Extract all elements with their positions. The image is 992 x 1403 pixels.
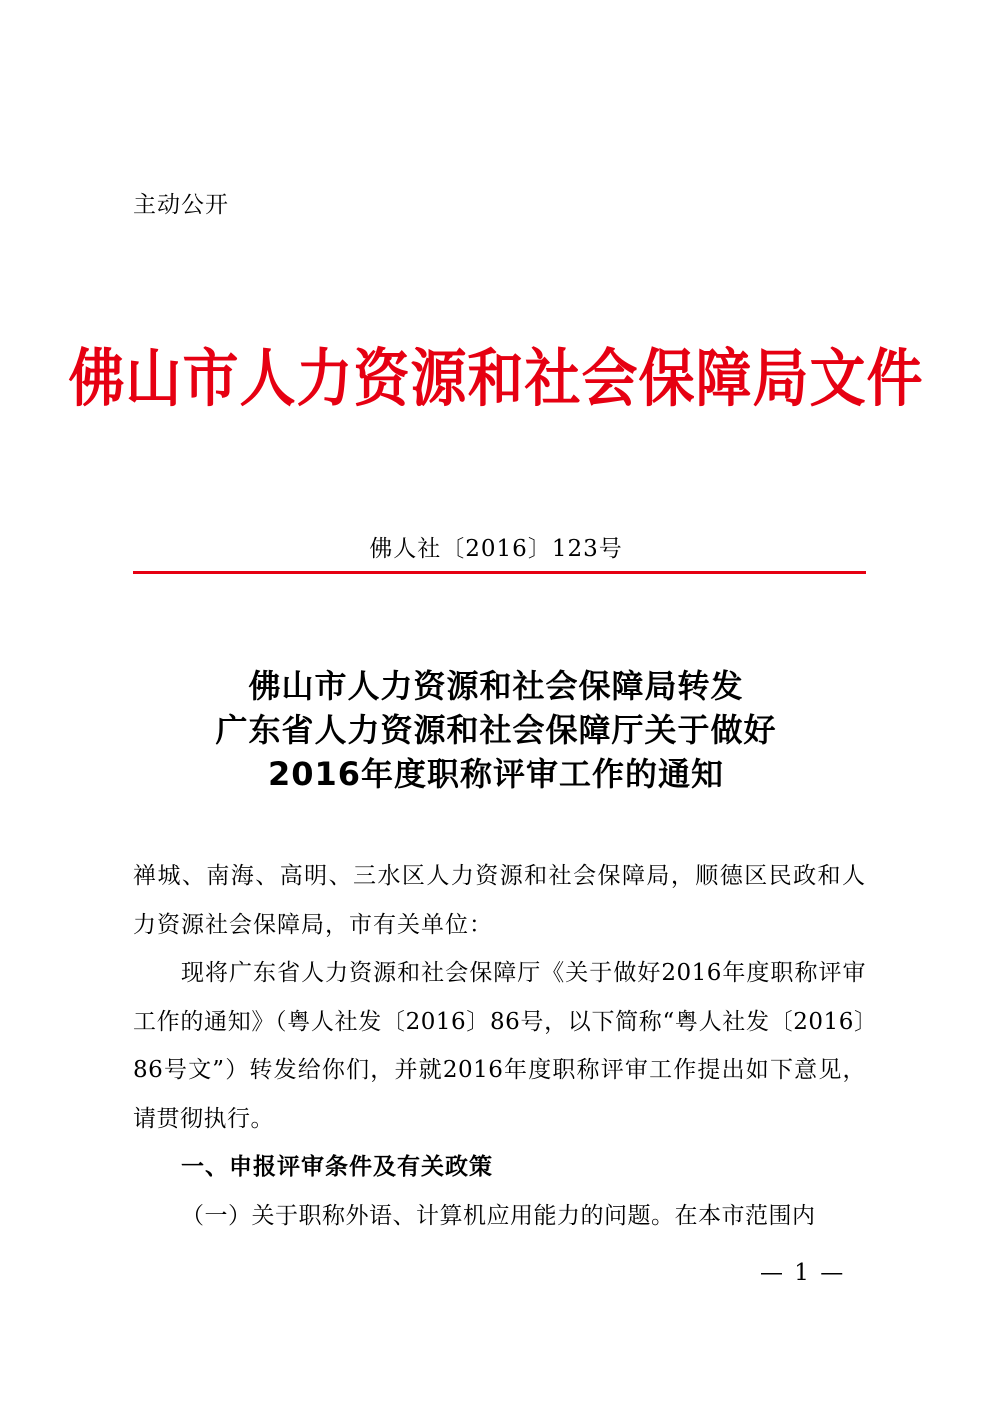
salutation: 禅城、南海、高明、三水区人力资源和社会保障局，顺德区民政和人力资源社会保障局，市有关单位：: [133, 863, 866, 938]
title-line-1: 佛山市人力资源和社会保障局转发: [248, 667, 744, 705]
title-line-2: 广东省人力资源和社会保障厅关于做好: [215, 711, 777, 749]
document-title: [0, 664, 992, 796]
document-body: [133, 852, 866, 1240]
section-heading-1: 一、申报评审条件及有关政策: [181, 1154, 493, 1180]
issuer-masthead: 佛山市人力资源和社会保障局文件: [68, 343, 924, 416]
disclosure-label: 主动公开: [133, 192, 229, 218]
red-divider-line: [133, 571, 866, 574]
title-line-3: 2016年度职称评审工作的通知: [267, 755, 725, 793]
paragraph-2: （一）关于职称外语、计算机应用能力的问题。在本市范围内: [181, 1202, 816, 1229]
paragraph-1: 现将广东省人力资源和社会保障厅《关于做好2016年度职称评审工作的通知》（粤人社发〔2016〕86号，以下简称“粤人社发〔2016〕86号文”）转发给你们，并就2016年度职称评审工作提出如下意见，请贯彻执行。: [133, 960, 866, 1132]
document-number: 佛人社〔2016〕123号: [369, 536, 623, 562]
page-number: — 1 —: [760, 1260, 846, 1286]
